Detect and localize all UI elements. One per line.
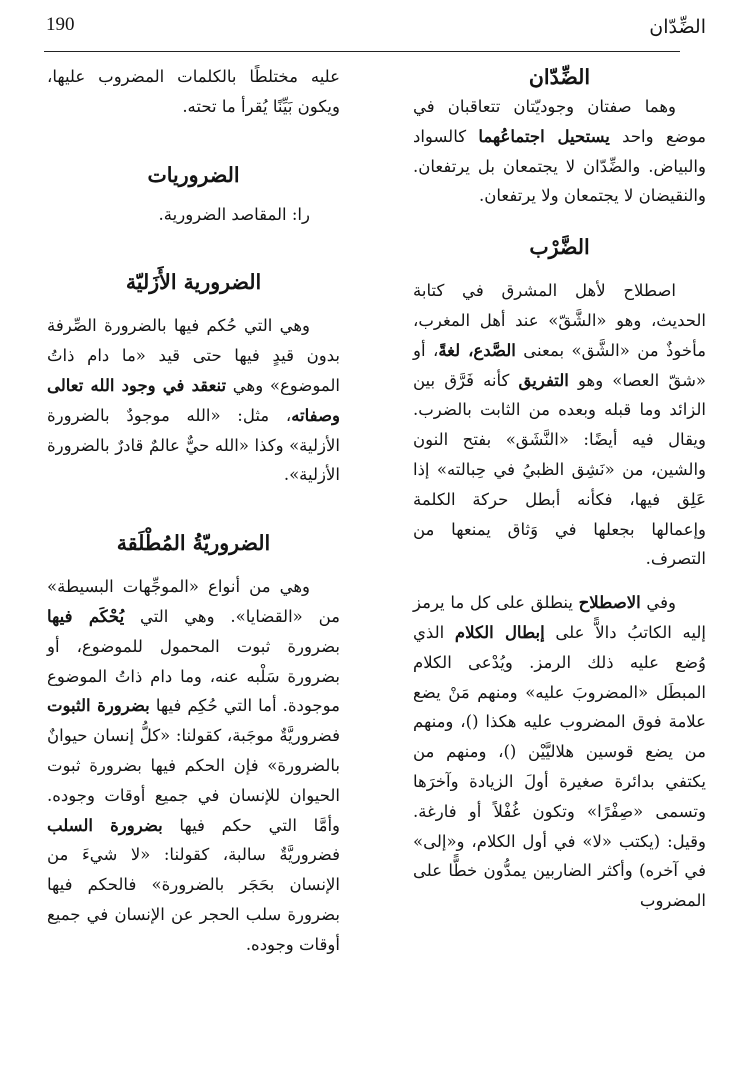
entry-text-darb-2: وفي الاصطلاح ينطلق على كل ما يرمز إليه الكاتبُ دالاًّ على إبطال الكلام الذي وُضع عليه ذلك الرمز. ويُدْعى الكلام المبطَل «المضروبَ عليه» ومنهم مَنْ يضع علامة فوق المضروب عليه هكذا ()، ومنهم من يضع قوسين هلاليَّيْن ()، ومنهم من يكتفي بدائرة صغيرة أولَ الزيادة وآخرَها وتسمى «صِفْرًا» وتكون غُفْلاً أو فارغة. وقيل: (يكتب «لا» في أول الكلام، و«إلى» في آخره) وأكثر الضاربين يمدُّون خطًّا على المضروب [413,593,706,911]
entry-title-azaliyya: الضرورية الأَزَليّة [125,270,262,295]
page-number: 190 [46,14,75,35]
entry-text-daruriyyat: را: المقاصد الضرورية. [158,204,310,224]
entry-text-azaliyya: وهي التي حُكم فيها بالضرورة الصِّرفة بدون قيدٍ فيها حتى قيد «ما دام ذاتُ الموضوع» وهي تنعقد في وجود الله تعالى وصفاته، مثل: «الله موجودٌ بالضرورة الأزلية» وكذا «الله حيٌّ عالمٌ قادرٌ بالضرورة الأزلية». [47,316,341,485]
entry-text-darb-1: اصطلاح لأهل المشرق في كتابة الحديث، وهو «الشَّقّ» عند أهل المغرب، مأخوذٌ من «الشَّق» بمعنى الصَّدع، لغةً، أو «شقّ العصا» وهو التفريق كأنه فَرَّق بين الزائد وما قبله وبعده من الثابت بالضرب. ويقال فيه أيضًا: «النَّشَق» بفتح النون والشين، من «نَشِق الظبيُ في حِبالته» إذا عَلِق فيها، فكأنه أبطل حركة الكلمة وإعمالها بجعلها في وَثاق يمنعها من التصرف. [413,281,706,569]
entry-title-diddan: الضِّدّان [528,65,591,89]
entry-title-mutlaqa: الضروريّةُ المُطْلَقة [116,531,271,556]
header-rule [44,51,680,52]
entry-text-mutlaqa: وهي من أنواع «الموجِّهات البسيطة» من «القضايا». وهي التي يُحْكَم فيها بضرورة ثبوت المحمول للموضوع، أو بضرورة سَلْبه عنه، وما دام ذاتُ الموضوع موجودة. أما التي حُكِم فيها بضرورة الثبوت فضروريَّةٌ موجَبة، كقولنا: «كلُّ إنسان حيوانٌ بالضرورة» فإن الحكم فيها بضرورة ثبوت الحيوان للإنسان في جميع أوقات وجوده. وأمَّا التي حكم فيها بضرورة السلب فضروريَّةٌ سالبة، كقولنا: «لا شيءَ من الإنسان بحَجَر بالضرورة» فالحكم فيها بضرورة سلب الحجر عن الإنسان في جميع أوقات وجوده. [47,577,340,954]
entry-text-diddan: وهما صفتان وجوديّتان تتعاقبان في موضع واحد يستحيل اجتماعُهما كالسواد والبياض. والضِّدّان لا يجتمعان بل يرتفعان. والنقيضان لا يجتمعان ولا يرتفعان. [413,97,706,206]
running-head: الضِّدّان [649,16,706,38]
right-column [413,62,706,916]
entry-title-darb: الضَّرْب [529,235,590,260]
entry-text-continued: عليه مختلطًا بالكلمات المضروب عليها، ويكون بَيِّنًا يُقرأ ما تحته. [47,67,340,116]
entry-title-daruriyyat: الضروريات [147,162,240,187]
left-column [47,62,340,960]
